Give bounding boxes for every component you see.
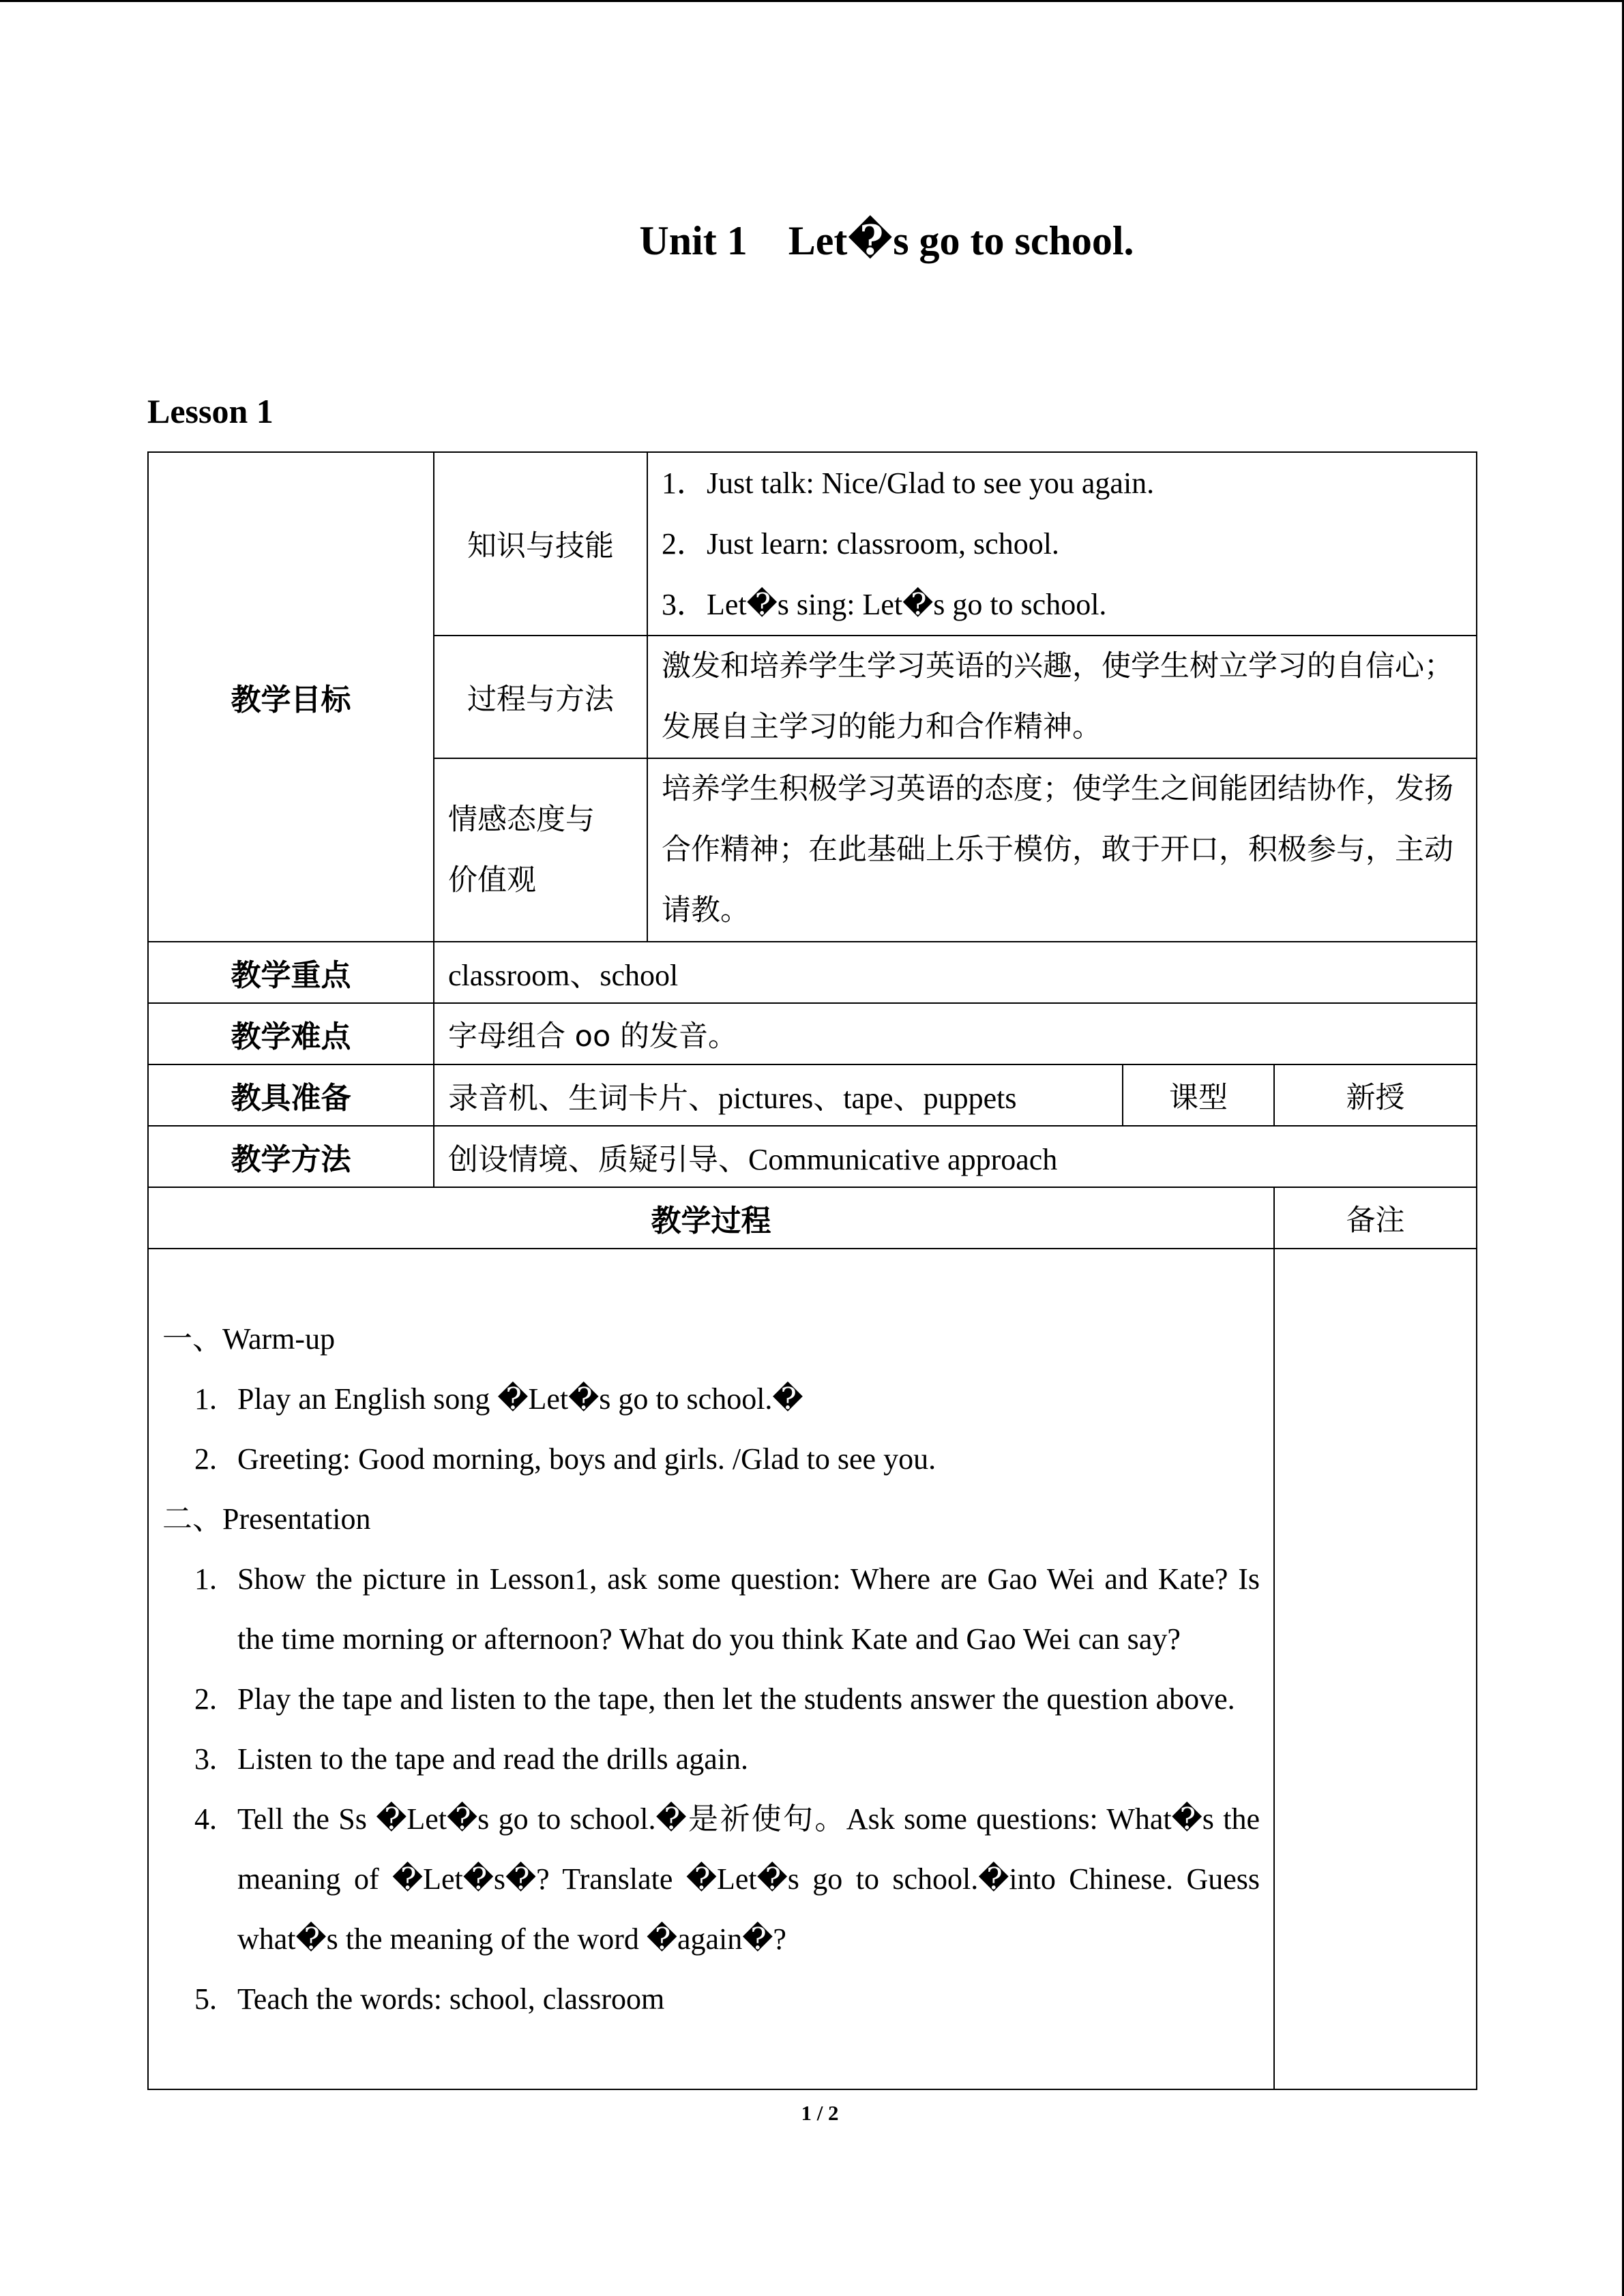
- key-points-label: 教学重点: [148, 942, 434, 1003]
- list-item: [162, 1669, 1260, 1729]
- attitude-text: 培养学生积极学习英语的态度；使学生之间能团结协作，发扬合作精神；在此基础上乐于模仿，敢于开口，积极参与，主动请教。: [647, 758, 1477, 942]
- knowledge-line-3: 3．Let�s sing: Let�s go to school.: [662, 588, 1107, 621]
- presentation-heading: 二、Presentation: [162, 1502, 371, 1536]
- item-number: 4.: [194, 1802, 217, 1836]
- list-item: [162, 1549, 1260, 1669]
- list-item: [162, 1369, 1260, 1429]
- item-text: Greeting: Good morning, boys and girls. /Glad to see you.: [237, 1442, 936, 1476]
- item-text: Show the picture in Lesson1, ask some question: Where are Gao Wei and Kate? Is the time morning or afternoon? What do you think Kate and Gao Wei can say?: [237, 1562, 1260, 1656]
- tools-label: 教具准备: [148, 1064, 434, 1126]
- list-item: [162, 1789, 1260, 1969]
- process-content-row: [148, 1249, 1477, 2089]
- item-number: 5.: [194, 1982, 217, 2016]
- attitude-label: [434, 758, 647, 942]
- tools-row: [148, 1064, 1477, 1126]
- page-border-top: [0, 0, 1624, 2]
- tools-value: 录音机、生词卡片、pictures、tape、puppets: [434, 1064, 1123, 1126]
- item-number: 3.: [194, 1742, 217, 1776]
- process-content: [148, 1249, 1274, 2089]
- lesson-type-label: 课型: [1123, 1064, 1274, 1126]
- lesson-heading: Lesson 1: [147, 392, 274, 430]
- item-text: Play an English song �Let�s go to school.�: [237, 1382, 803, 1416]
- item-text: Play the tape and listen to the tape, then let the students answer the question above.: [237, 1682, 1235, 1716]
- knowledge-label: 知识与技能: [434, 452, 647, 636]
- item-text: Listen to the tape and read the drills again.: [237, 1742, 748, 1776]
- item-number: 2.: [194, 1442, 217, 1476]
- difficulties-row: [148, 1003, 1477, 1064]
- notes-cell: [1274, 1249, 1477, 2089]
- knowledge-content: [647, 452, 1477, 636]
- knowledge-line-2: 2．Just learn: classroom, school.: [662, 527, 1059, 561]
- attitude-label-line-2: 价值观: [448, 863, 536, 897]
- difficulties-label: 教学难点: [148, 1003, 434, 1064]
- key-points-value: classroom、school: [434, 942, 1477, 1003]
- difficulties-value: 字母组合 oo 的发音。: [434, 1003, 1477, 1064]
- notes-header-label: 备注: [1274, 1187, 1477, 1249]
- warmup-heading: 一、Warm-up: [162, 1322, 336, 1356]
- lesson-type-value: 新授: [1274, 1064, 1477, 1126]
- page-number: 1 / 2: [801, 2101, 839, 2125]
- list-item: [162, 1969, 1260, 2029]
- process-method-label: 过程与方法: [434, 636, 647, 758]
- process-header-row: [148, 1187, 1477, 1249]
- item-text: Teach the words: school, classroom: [237, 1982, 665, 2016]
- page-title: Unit 1 Let�s go to school.: [639, 218, 1134, 263]
- process-method-text: 激发和培养学生学习英语的兴趣，使学生树立学习的自信心；发展自主学习的能力和合作精神。: [647, 636, 1477, 758]
- methods-value: 创设情境、质疑引导、Communicative approach: [434, 1126, 1477, 1187]
- item-number: 2.: [194, 1682, 217, 1716]
- process-header-label: 教学过程: [148, 1187, 1274, 1249]
- knowledge-row: [148, 452, 1477, 636]
- list-item: [162, 1729, 1260, 1789]
- key-points-row: [148, 942, 1477, 1003]
- item-number: 1.: [194, 1382, 217, 1416]
- lesson-plan-table: [147, 451, 1477, 2090]
- knowledge-line-1: 1．Just talk: Nice/Glad to see you again.: [662, 466, 1155, 500]
- objectives-label: 教学目标: [148, 452, 434, 942]
- list-item: [162, 1429, 1260, 1489]
- attitude-label-line-1: 情感态度与: [448, 802, 595, 837]
- item-number: 1.: [194, 1562, 217, 1596]
- item-text: Tell the Ss �Let�s go to school.�是祈使句。Ask some questions: What�s the meaning of �Let�s�? Translate �Let�s go to school.�into Chinese. Guess what�s the meaning of the word �again�?: [237, 1802, 1260, 1956]
- methods-row: [148, 1126, 1477, 1187]
- methods-label: 教学方法: [148, 1126, 434, 1187]
